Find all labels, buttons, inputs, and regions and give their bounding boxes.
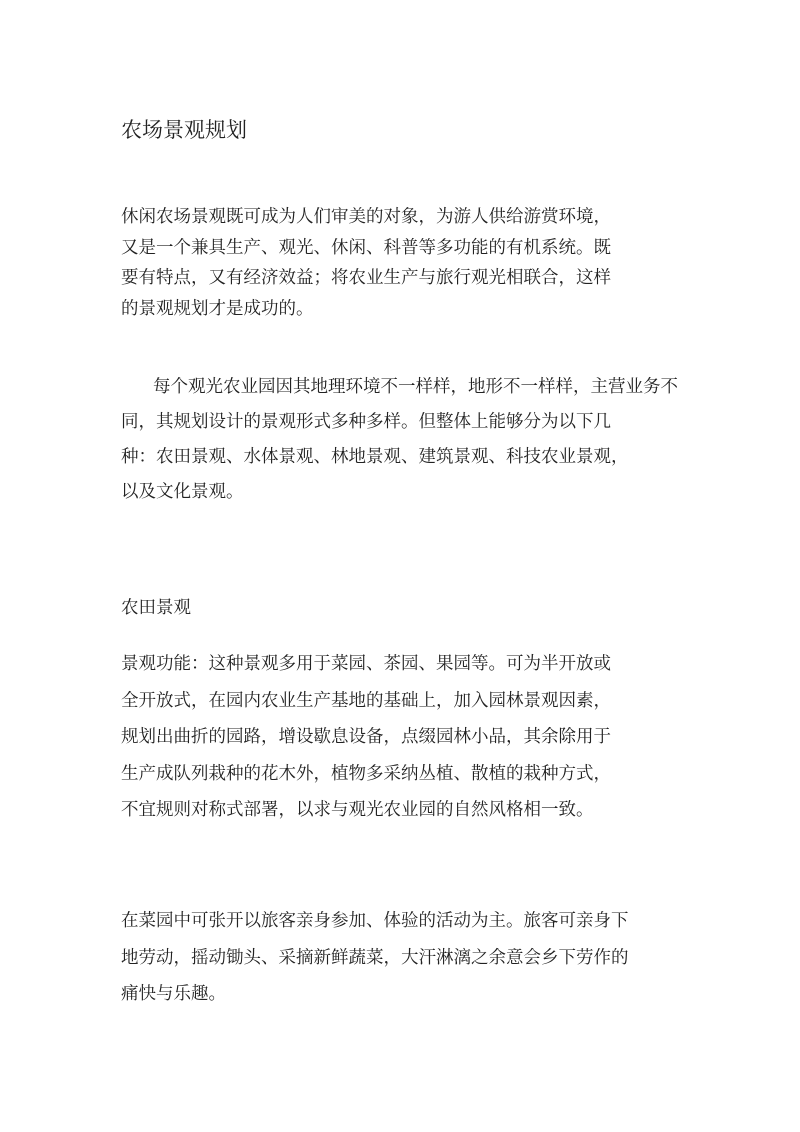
paragraph-line: 全开放式，在园内农业生产基地的基础上，加入园林景观因素， bbox=[121, 690, 611, 711]
intro-paragraph bbox=[121, 202, 611, 324]
vegetable-garden-paragraph bbox=[121, 903, 629, 1013]
paragraph-line: 同，其规划设计的景观形式多种多样。但整体上能够分为以下几 bbox=[121, 412, 611, 432]
paragraph-line: 休闲农场景观既可成为人们审美的对象，为游人供给游赏环境， bbox=[121, 207, 611, 227]
landscape-function-paragraph bbox=[121, 646, 611, 829]
paragraph-line: 种：农田景观、水体景观、林地景观、建筑景观、科技农业景观， bbox=[121, 447, 629, 467]
paragraph-line: 每个观光农业园因其地理环境不一样样，地形不一样样，主营业务不 bbox=[153, 377, 678, 397]
paragraph-line: 规划出曲折的园路，增设歇息设备，点缀园林小品，其余除用于 bbox=[121, 727, 611, 747]
paragraph-line: 痛快与乐趣。 bbox=[121, 984, 226, 1004]
paragraph-line: 景观功能：这种景观多用于菜园、茶园、果园等。可为半开放或 bbox=[121, 654, 611, 674]
paragraph-line: 地劳动，摇动锄头、采摘新鲜蔬菜，大汗淋漓之余意会乡下劳作的 bbox=[121, 947, 629, 968]
paragraph-line: 不宜规则对称式部署，以求与观光农业园的自然风格相一致。 bbox=[121, 800, 594, 820]
paragraph-line: 要有特点，又有经济效益；将农业生产与旅行观光相联合，这样 bbox=[121, 268, 611, 288]
paragraph-line: 以及文化景观。 bbox=[121, 482, 244, 502]
paragraph-line: 又是一个兼具生产、观光、休闲、科普等多功能的有机系统。既 bbox=[121, 237, 611, 258]
section-heading: 农田景观 bbox=[121, 598, 191, 618]
paragraph-line: 在菜园中可张开以旅客亲身参加、体验的活动为主。旅客可亲身下 bbox=[121, 911, 629, 931]
document-title: 农场景观规划 bbox=[121, 118, 247, 142]
paragraph-line: 的景观规划才是成功的。 bbox=[121, 298, 314, 319]
paragraph-line: 生产成队列栽种的花木外，植物多采纳丛植、散植的栽种方式， bbox=[121, 763, 611, 784]
landscape-types-paragraph bbox=[121, 370, 678, 510]
